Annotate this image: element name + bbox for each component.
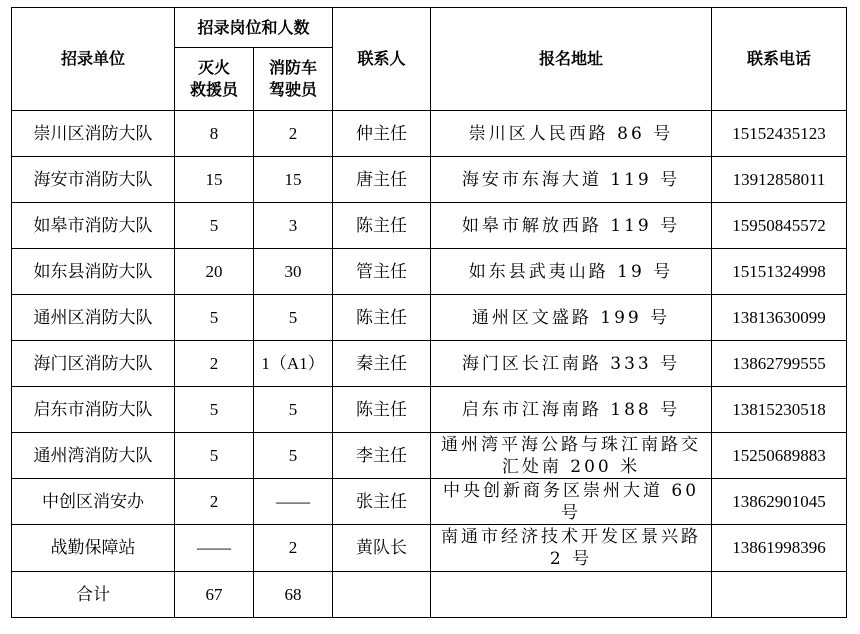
table-row	[12, 479, 847, 525]
contact-cell: 张主任	[333, 479, 431, 525]
unit-cell: 海安市消防大队	[12, 157, 175, 203]
driver-count: 5	[254, 295, 333, 341]
address-cell: 海安市东海大道 119 号	[431, 157, 712, 203]
firefighter-count: 5	[175, 433, 254, 479]
phone-cell: 15152435123	[712, 111, 847, 157]
phone-cell: 13862901045	[712, 479, 847, 525]
driver-count: ——	[254, 479, 333, 525]
address-cell: 崇川区人民西路 86 号	[431, 111, 712, 157]
total-contact-empty	[333, 572, 431, 618]
driver-count: 2	[254, 525, 333, 572]
total-driver: 68	[254, 572, 333, 618]
driver-count: 2	[254, 111, 333, 157]
unit-cell: 启东市消防大队	[12, 387, 175, 433]
contact-cell: 唐主任	[333, 157, 431, 203]
firefighter-count: 2	[175, 479, 254, 525]
phone-cell: 15250689883	[712, 433, 847, 479]
header-contact: 联系人	[333, 8, 431, 111]
header-row-1	[12, 8, 847, 48]
unit-cell: 崇川区消防大队	[12, 111, 175, 157]
table-row	[12, 433, 847, 479]
total-firefighter: 67	[175, 572, 254, 618]
driver-count: 5	[254, 433, 333, 479]
phone-cell: 13815230518	[712, 387, 847, 433]
contact-cell: 李主任	[333, 433, 431, 479]
firefighter-count: 2	[175, 341, 254, 387]
table-row	[12, 157, 847, 203]
unit-cell: 通州湾消防大队	[12, 433, 175, 479]
driver-count: 1（A1）	[254, 341, 333, 387]
address-cell: 通州湾平海公路与珠江南路交汇处南 200 米	[431, 433, 712, 479]
total-label: 合计	[12, 572, 175, 618]
unit-cell: 如东县消防大队	[12, 249, 175, 295]
address-cell: 通州区文盛路 199 号	[431, 295, 712, 341]
firefighter-count: 15	[175, 157, 254, 203]
table-row	[12, 341, 847, 387]
unit-cell: 通州区消防大队	[12, 295, 175, 341]
phone-cell: 13912858011	[712, 157, 847, 203]
contact-cell: 陈主任	[333, 387, 431, 433]
header-firefighter: 灭火 救援员	[175, 48, 254, 111]
contact-cell: 管主任	[333, 249, 431, 295]
phone-cell: 13862799555	[712, 341, 847, 387]
phone-cell: 15950845572	[712, 203, 847, 249]
header-driver: 消防车 驾驶员	[254, 48, 333, 111]
firefighter-count: 8	[175, 111, 254, 157]
firefighter-count: 5	[175, 295, 254, 341]
total-row	[12, 572, 847, 618]
unit-cell: 如皋市消防大队	[12, 203, 175, 249]
header-address: 报名地址	[431, 8, 712, 111]
address-cell: 如东县武夷山路 19 号	[431, 249, 712, 295]
address-cell: 南通市经济技术开发区景兴路 2 号	[431, 525, 712, 572]
table-row	[12, 249, 847, 295]
table-body	[12, 111, 847, 572]
firefighter-count: 5	[175, 203, 254, 249]
driver-count: 30	[254, 249, 333, 295]
phone-cell: 13861998396	[712, 525, 847, 572]
address-cell: 海门区长江南路 333 号	[431, 341, 712, 387]
contact-cell: 陈主任	[333, 295, 431, 341]
table-row	[12, 111, 847, 157]
recruitment-table	[11, 7, 847, 618]
firefighter-count: ——	[175, 525, 254, 572]
contact-cell: 陈主任	[333, 203, 431, 249]
phone-cell: 15151324998	[712, 249, 847, 295]
firefighter-count: 20	[175, 249, 254, 295]
unit-cell: 战勤保障站	[12, 525, 175, 572]
firefighter-count: 5	[175, 387, 254, 433]
table-row	[12, 387, 847, 433]
contact-cell: 黄队长	[333, 525, 431, 572]
driver-count: 3	[254, 203, 333, 249]
total-address-empty	[431, 572, 712, 618]
address-cell: 如皋市解放西路 119 号	[431, 203, 712, 249]
header-positions-group: 招录岗位和人数	[175, 8, 333, 48]
unit-cell: 海门区消防大队	[12, 341, 175, 387]
total-phone-empty	[712, 572, 847, 618]
address-cell: 启东市江海南路 188 号	[431, 387, 712, 433]
unit-cell: 中创区消安办	[12, 479, 175, 525]
table-row	[12, 295, 847, 341]
table-row	[12, 525, 847, 572]
header-unit: 招录单位	[12, 8, 175, 111]
address-cell: 中央创新商务区崇州大道 60 号	[431, 479, 712, 525]
driver-count: 15	[254, 157, 333, 203]
driver-count: 5	[254, 387, 333, 433]
phone-cell: 13813630099	[712, 295, 847, 341]
header-phone: 联系电话	[712, 8, 847, 111]
contact-cell: 仲主任	[333, 111, 431, 157]
table-row	[12, 203, 847, 249]
contact-cell: 秦主任	[333, 341, 431, 387]
